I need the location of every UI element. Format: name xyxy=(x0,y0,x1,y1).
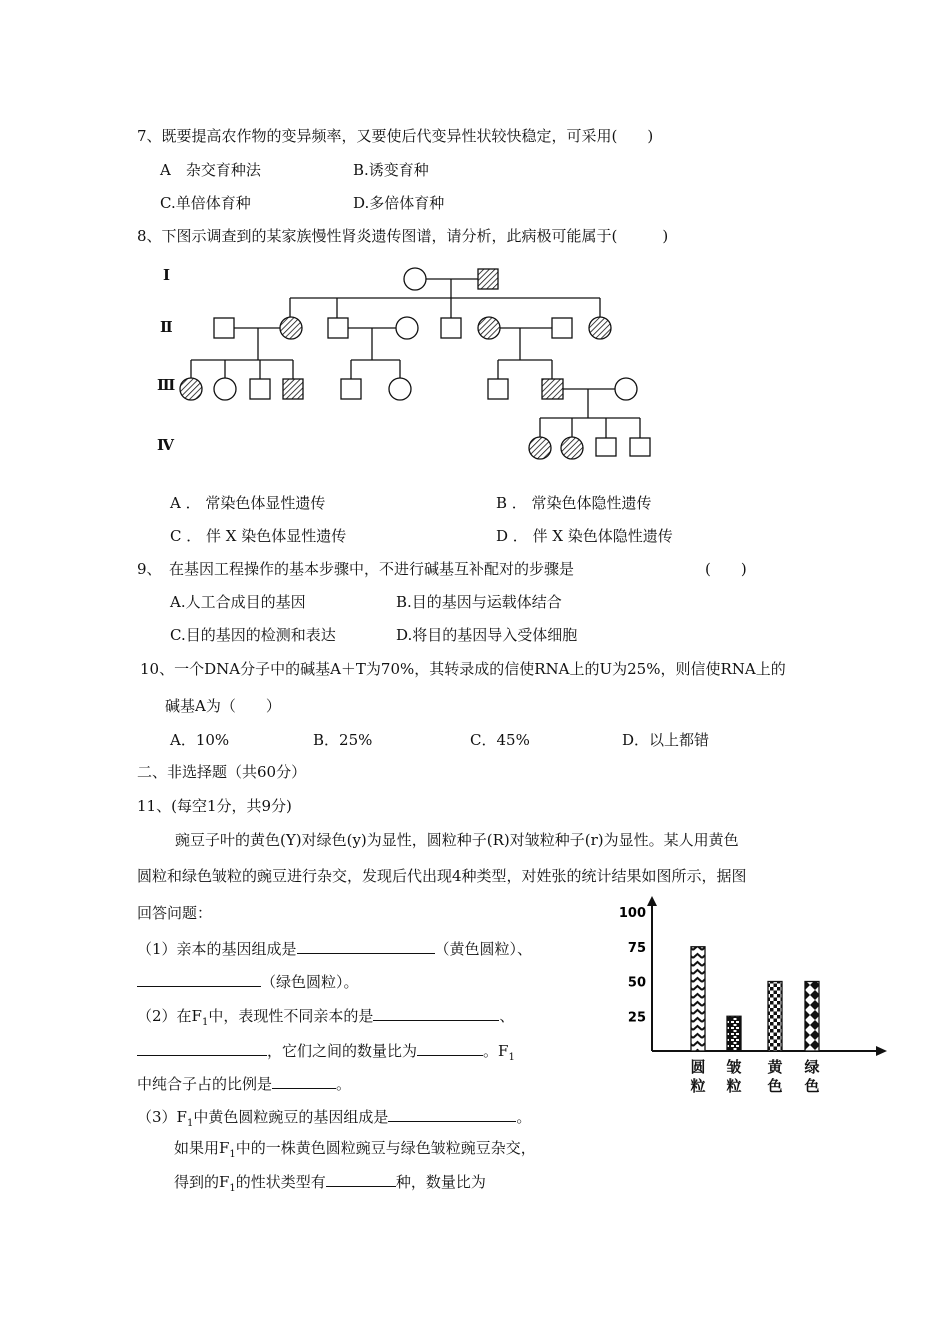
pedigree-male-affected-I2 xyxy=(478,269,498,289)
pedigree-male-II3 xyxy=(328,318,348,338)
answer-blank-3[interactable] xyxy=(373,1005,499,1021)
answer-blank-1[interactable] xyxy=(297,938,435,954)
q10-stem-line1: 10、一个DNA分子中的碱基A＋T为70%，其转录成的信使RNA上的U为25%，则信使RNA上的 xyxy=(140,660,786,678)
answer-blank-5[interactable] xyxy=(417,1040,483,1056)
y-tick-label: 75 xyxy=(627,940,646,956)
q11-sub2-line3 xyxy=(137,1073,351,1094)
bar-2 xyxy=(768,982,782,1052)
q11-sub3-prompt: （3）F xyxy=(137,1108,187,1126)
q11-sub3-types: 的性状类型有 xyxy=(235,1173,326,1191)
pedigree-male-III7 xyxy=(488,379,508,399)
q11-sub2-end: 。 xyxy=(336,1075,352,1093)
q8-option-d: D ． 伴 X 染色体隐性遗传 xyxy=(496,527,673,545)
q11-sub3-if: 如果用F xyxy=(174,1139,230,1157)
answer-blank-7[interactable] xyxy=(388,1106,516,1122)
q11-sub1-line2 xyxy=(137,971,359,992)
pedigree-female-affected-II2 xyxy=(280,317,302,339)
q11-sub3-end: 。 xyxy=(516,1108,532,1126)
q11-sub1-label-yellow-round: （黄色圆粒）、 xyxy=(434,940,533,958)
bar-1 xyxy=(727,1016,741,1051)
q8-stem: 8、下图示调查到的某家族慢性肾炎遗传图谱，请分析，此病极可能属于( ) xyxy=(137,227,669,245)
q9-option-a: A.人工合成目的基因 xyxy=(170,593,306,611)
subscript-5: 1 xyxy=(229,1183,236,1194)
q11-sub1-label-green-round: （绿色圆粒）。 xyxy=(261,973,359,991)
q8-option-b: B ． 常染色体隐性遗传 xyxy=(496,494,652,512)
y-tick-label: 50 xyxy=(627,975,646,991)
q11-sub2-line1 xyxy=(137,1005,514,1033)
pedigree-male-II7 xyxy=(552,318,572,338)
gen-label-1: Ⅰ xyxy=(163,266,171,284)
q11-sub3-line1 xyxy=(137,1106,531,1134)
answer-blank-6[interactable] xyxy=(272,1073,336,1089)
answer-blank-4[interactable] xyxy=(137,1040,267,1056)
gen-label-4: Ⅳ xyxy=(157,436,175,454)
pedigree-male-III3 xyxy=(250,379,270,399)
pedigree-female-affected-III1 xyxy=(180,378,202,400)
pedigree-male-affected-III4 xyxy=(283,379,303,399)
q11-sub2-prompt: （2）在F xyxy=(137,1007,202,1025)
q7-option-a: A 杂交育种法 xyxy=(160,161,261,179)
pedigree-female-affected-IV1 xyxy=(529,437,551,459)
q7-option-c: C.单倍体育种 xyxy=(160,194,251,212)
x-category-label: 圆粒 xyxy=(690,1058,706,1095)
pedigree-female-II4 xyxy=(396,317,418,339)
q11-sub2-sep: 、 xyxy=(499,1007,515,1025)
q9-option-b: B.目的基因与运载体结合 xyxy=(396,593,562,611)
q10-option-a: A．10% xyxy=(170,731,230,749)
q7-option-d: D.多倍体育种 xyxy=(353,194,445,212)
q11-sub2-f1: 。F xyxy=(483,1042,509,1060)
q9-option-d: D.将目的基因导入受体细胞 xyxy=(396,626,578,644)
q11-sub2-ratio-text: ，它们之间的数量比为 xyxy=(267,1042,418,1060)
q11-paragraph-2: 圆粒和绿色皱粒的豌豆进行杂交，发现后代出现4种类型，对姓张的统计结果如图所示，据图 xyxy=(137,867,747,885)
bar-3 xyxy=(805,982,819,1052)
subscript-3: 1 xyxy=(186,1118,194,1129)
answer-blank-8[interactable] xyxy=(326,1171,396,1187)
q7-option-b: B.诱变育种 xyxy=(353,161,429,179)
gen-label-3: Ⅲ xyxy=(157,376,176,394)
q11-sub2-line2 xyxy=(137,1040,515,1068)
answer-blank-2[interactable] xyxy=(137,971,261,987)
pedigree-female-III9 xyxy=(615,378,637,400)
q11-sub3-get: 得到的F xyxy=(174,1173,230,1191)
y-tick-label: 25 xyxy=(627,1010,646,1026)
q11-sub2-pure-text: 中纯合子占的比例是 xyxy=(137,1075,273,1093)
gen-label-2: Ⅱ xyxy=(160,318,173,336)
pedigree-female-III6 xyxy=(389,378,411,400)
pedigree-female-affected-II8 xyxy=(589,317,611,339)
pedigree-male-IV3 xyxy=(596,438,616,456)
pedigree-female-I1 xyxy=(404,268,426,290)
q11-head: 11、(每空1分，共9分) xyxy=(137,797,292,815)
q10-option-c: C．45% xyxy=(470,731,530,749)
q9-stem: 9、 在基因工程操作的基本步骤中，不进行碱基互补配对的步骤是 xyxy=(137,560,575,578)
bar-0 xyxy=(691,947,705,1051)
x-category-label: 皱粒 xyxy=(726,1058,742,1095)
q7-stem: 7、既要提高农作物的变异频率，又要使后代变异性状较快稳定，可采用( ) xyxy=(137,127,654,145)
x-category-label: 黄色 xyxy=(767,1058,783,1095)
q9-paren: ( ) xyxy=(705,560,747,578)
q11-sub1-line1 xyxy=(137,938,532,959)
subscript-4: 1 xyxy=(229,1149,236,1160)
pedigree-female-affected-IV2 xyxy=(561,437,583,459)
subscript-1: 1 xyxy=(201,1017,209,1028)
q11-sub3-line2 xyxy=(174,1138,536,1165)
q11-sub1-prompt: （1）亲本的基因组成是 xyxy=(137,940,297,958)
q10-option-d: D．以上都错 xyxy=(622,731,710,749)
y-tick-label: 100 xyxy=(618,906,646,921)
pedigree-male-IV4 xyxy=(630,438,650,456)
q11-sub3-ratio: 种，数量比为 xyxy=(395,1173,486,1191)
x-category-label: 绿色 xyxy=(804,1058,820,1095)
section-heading: 二、非选择题（共60分） xyxy=(137,763,307,781)
pedigree-female-III2 xyxy=(214,378,236,400)
q11-paragraph-3: 回答问题： xyxy=(137,904,213,922)
subscript-2: 1 xyxy=(508,1052,515,1063)
bar-chart xyxy=(619,896,887,1056)
q11-paragraph-1: 豌豆子叶的黄色(Y)对绿色(y)为显性，圆粒种子(R)对皱粒种子(r)为显性。某人用黄色 xyxy=(175,831,739,849)
pedigree-female-affected-II6 xyxy=(478,317,500,339)
q11-sub3-cross-text: 中的一株黄色圆粒豌豆与绿色皱粒豌豆杂交， xyxy=(235,1139,536,1157)
pedigree-male-affected-III8 xyxy=(542,379,563,399)
q8-option-c: C ． 伴 X 染色体显性遗传 xyxy=(170,527,347,545)
pedigree-male-III5 xyxy=(341,379,361,399)
q11-sub3-text: 中黄色圆粒豌豆的基因组成是 xyxy=(193,1108,389,1126)
q11-sub2-text: 中，表现性不同亲本的是 xyxy=(208,1007,374,1025)
pedigree-male-II1 xyxy=(214,318,234,338)
pedigree-male-II5 xyxy=(441,318,461,338)
q10-option-b: B．25% xyxy=(313,731,373,749)
q11-sub3-line3 xyxy=(174,1171,486,1199)
q9-option-c: C.目的基因的检测和表达 xyxy=(170,626,336,644)
q8-option-a: A ． 常染色体显性遗传 xyxy=(170,494,326,512)
q10-stem-line2: 碱基A为（ ） xyxy=(165,697,281,715)
